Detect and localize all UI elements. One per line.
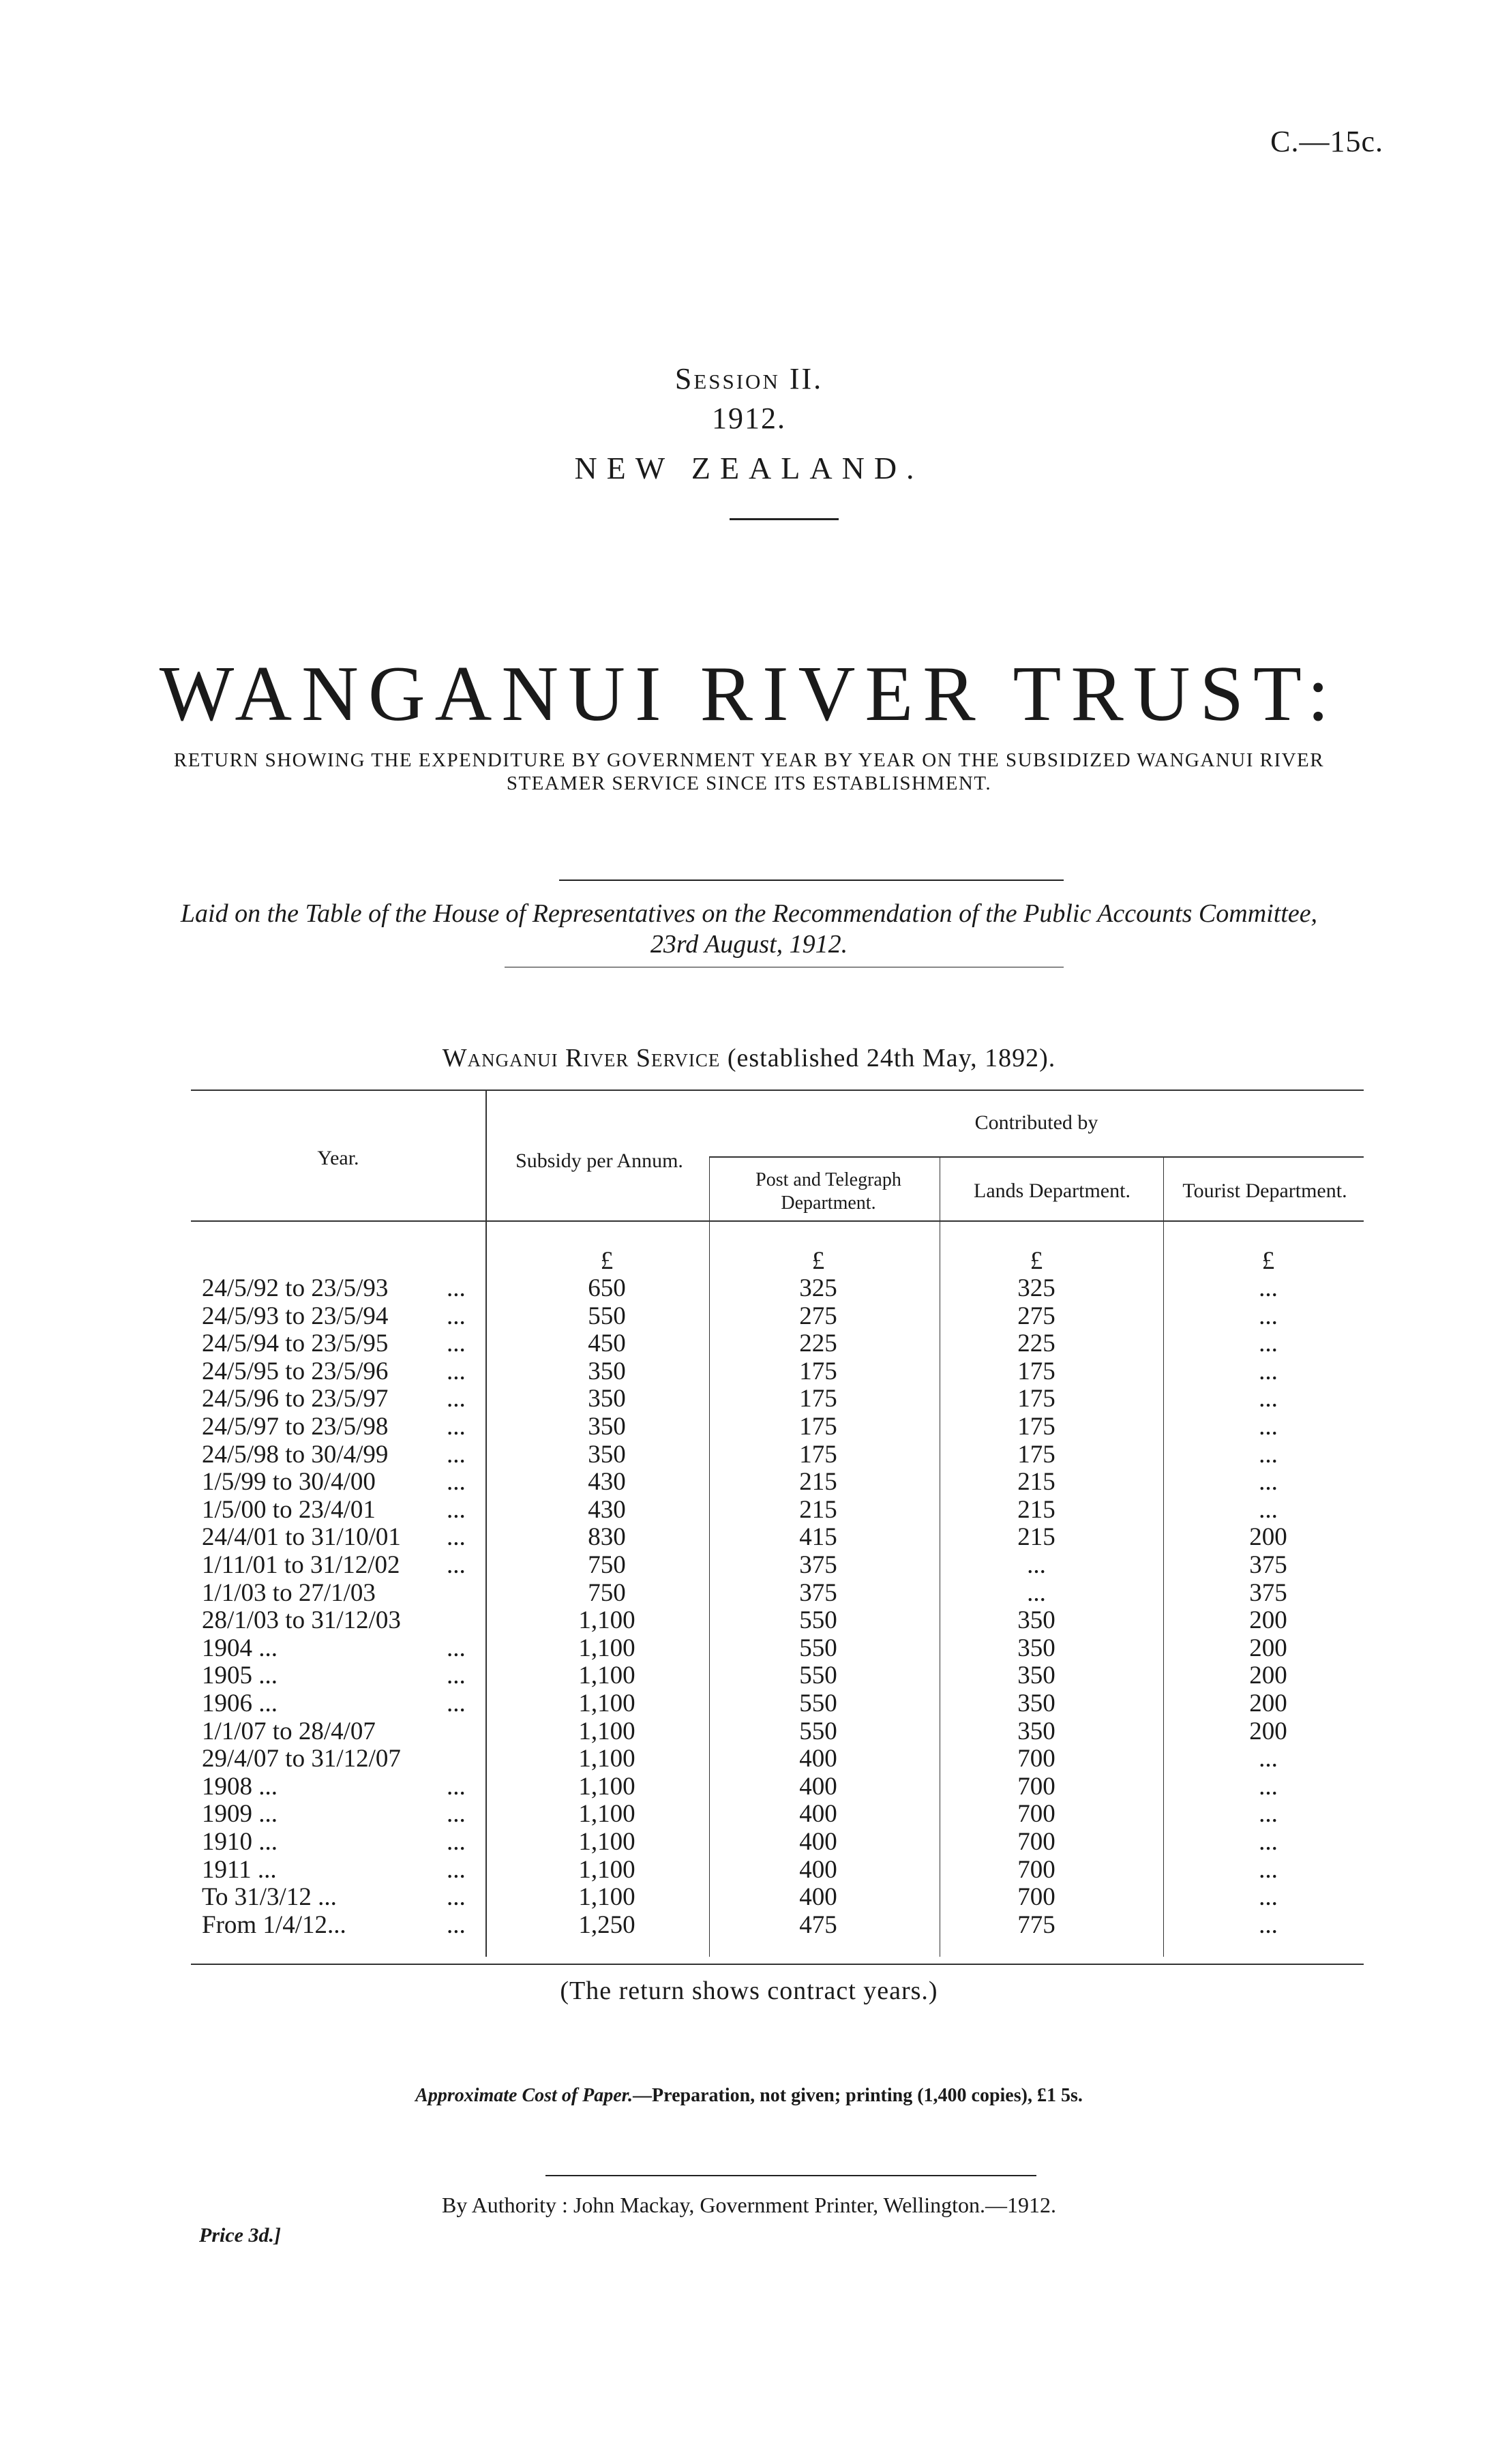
row-post-telegraph: 475: [799, 1910, 837, 1939]
contract-note: (The return shows contract years.): [560, 1977, 938, 2005]
table-row: [0, 1801, 1498, 1828]
row-post-telegraph: 175: [799, 1413, 837, 1441]
row-post-telegraph: 550: [799, 1717, 837, 1745]
table-row: [0, 1303, 1498, 1330]
row-tourist: ...: [1259, 1302, 1278, 1330]
row-subsidy: 350: [588, 1357, 626, 1385]
row-tourist: ...: [1259, 1329, 1278, 1358]
row-post-telegraph: 175: [799, 1357, 837, 1385]
row-subsidy: 350: [588, 1440, 626, 1469]
row-tourist: 375: [1249, 1578, 1287, 1607]
row-post-telegraph: 550: [799, 1606, 837, 1635]
row-lands: 225: [1017, 1329, 1055, 1358]
row-tourist: ...: [1259, 1910, 1278, 1939]
row-leader-dots: ...: [447, 1689, 466, 1717]
table-row: [0, 1718, 1498, 1745]
laid-on-table-note: Laid on the Table of the House of Representatives on the Recommendation of the Public Accounts Committee, 23rd August, 1912.: [180, 899, 1318, 959]
header-year: Year.: [317, 1147, 359, 1169]
header-divider: [730, 518, 839, 520]
row-year: 29/4/07 to 31/12/07: [202, 1745, 401, 1773]
table-row: [0, 1497, 1498, 1524]
row-subsidy: 1,250: [578, 1910, 635, 1939]
row-post-telegraph: 550: [799, 1689, 837, 1717]
row-lands: 350: [1017, 1717, 1055, 1745]
row-post-telegraph: 550: [799, 1662, 837, 1690]
row-post-telegraph: 400: [799, 1772, 837, 1801]
row-post-telegraph: 275: [799, 1302, 837, 1330]
row-year: 1/5/99 to 30/4/00: [202, 1468, 376, 1497]
row-leader-dots: ...: [447, 1551, 466, 1579]
row-tourist: ...: [1259, 1468, 1278, 1497]
row-year: 24/5/93 to 23/5/94: [202, 1302, 389, 1330]
row-post-telegraph: 375: [799, 1578, 837, 1607]
row-lands: 775: [1017, 1910, 1055, 1939]
row-post-telegraph: 400: [799, 1745, 837, 1773]
row-lands: 700: [1017, 1745, 1055, 1773]
row-lands: 215: [1017, 1468, 1055, 1497]
header-contributed-by: Contributed by: [974, 1111, 1098, 1134]
row-subsidy: 830: [588, 1523, 626, 1552]
session-year: 1912.: [712, 402, 786, 435]
row-leader-dots: ...: [447, 1800, 466, 1829]
row-lands: ...: [1027, 1578, 1046, 1607]
table-top-rule: [191, 1090, 1364, 1091]
table-bottom-rule: [191, 1964, 1364, 1965]
row-post-telegraph: 175: [799, 1385, 837, 1413]
row-year: 28/1/03 to 31/12/03: [202, 1606, 401, 1635]
header-subsidy: Subsidy per Annum.: [515, 1150, 683, 1172]
table-row: [0, 1385, 1498, 1413]
row-year: 1/5/00 to 23/4/01: [202, 1495, 376, 1524]
unit-subsidy: £: [600, 1247, 614, 1275]
row-tourist: 200: [1249, 1662, 1287, 1690]
contributed-rule: [709, 1156, 1364, 1158]
row-leader-dots: ...: [447, 1855, 466, 1884]
header-bottom-rule: [191, 1220, 1364, 1222]
row-subsidy: 1,100: [578, 1717, 635, 1745]
row-post-telegraph: 375: [799, 1551, 837, 1579]
row-subsidy: 1,100: [578, 1745, 635, 1773]
row-leader-dots: ...: [447, 1910, 466, 1939]
row-post-telegraph: 400: [799, 1883, 837, 1912]
row-subsidy: 430: [588, 1468, 626, 1497]
row-tourist: ...: [1259, 1800, 1278, 1829]
row-lands: 700: [1017, 1772, 1055, 1801]
row-year: 1/1/03 to 27/1/03: [202, 1578, 376, 1607]
row-post-telegraph: 550: [799, 1634, 837, 1662]
row-lands: 350: [1017, 1662, 1055, 1690]
row-subsidy: 350: [588, 1385, 626, 1413]
unit-post: £: [811, 1247, 825, 1275]
table-row: [0, 1884, 1498, 1911]
row-tourist: ...: [1259, 1883, 1278, 1912]
row-year: 24/5/97 to 23/5/98: [202, 1413, 389, 1441]
row-leader-dots: ...: [447, 1440, 466, 1469]
row-year: 1909 ...: [202, 1800, 278, 1829]
row-tourist: ...: [1259, 1440, 1278, 1469]
title-divider: [559, 880, 1064, 881]
unit-tourist: £: [1261, 1247, 1275, 1275]
row-lands: ...: [1027, 1551, 1046, 1579]
row-post-telegraph: 215: [799, 1468, 837, 1497]
row-subsidy: 750: [588, 1578, 626, 1607]
table-row: [0, 1857, 1498, 1884]
row-post-telegraph: 225: [799, 1329, 837, 1358]
table-row: [0, 1912, 1498, 1939]
country-label: NEW ZEALAND.: [574, 451, 924, 485]
service-heading: [0, 1043, 1498, 1073]
row-subsidy: 1,100: [578, 1634, 635, 1662]
row-year: To 31/3/12 ...: [202, 1883, 337, 1912]
units-row: [0, 1248, 1498, 1275]
table-row: [0, 1829, 1498, 1856]
row-leader-dots: ...: [447, 1495, 466, 1524]
row-subsidy: 550: [588, 1302, 626, 1330]
row-leader-dots: ...: [447, 1883, 466, 1912]
row-tourist: ...: [1259, 1495, 1278, 1524]
header-tourist: Tourist Department.: [1182, 1180, 1347, 1202]
row-leader-dots: ...: [447, 1302, 466, 1330]
footer-divider: [545, 2175, 1036, 2176]
table-row: [0, 1441, 1498, 1469]
table-row: [0, 1413, 1498, 1441]
row-subsidy: 430: [588, 1495, 626, 1524]
row-year: 24/5/96 to 23/5/97: [202, 1385, 389, 1413]
row-year: 1/1/07 to 28/4/07: [202, 1717, 376, 1745]
row-lands: 215: [1017, 1495, 1055, 1524]
row-post-telegraph: 400: [799, 1828, 837, 1856]
row-leader-dots: ...: [447, 1828, 466, 1856]
row-subsidy: 450: [588, 1329, 626, 1358]
price-label: Price 3d.]: [199, 2224, 281, 2247]
row-year: 24/5/98 to 30/4/99: [202, 1440, 389, 1469]
row-post-telegraph: 400: [799, 1855, 837, 1884]
row-lands: 175: [1017, 1413, 1055, 1441]
table-row: [0, 1358, 1498, 1385]
row-leader-dots: ...: [447, 1523, 466, 1552]
row-post-telegraph: 415: [799, 1523, 837, 1552]
row-tourist: 200: [1249, 1523, 1287, 1552]
row-subsidy: 750: [588, 1551, 626, 1579]
service-name: Wanganui River Service: [442, 1044, 721, 1072]
row-post-telegraph: 325: [799, 1274, 837, 1302]
row-lands: 350: [1017, 1606, 1055, 1635]
row-year: 24/5/95 to 23/5/96: [202, 1357, 389, 1385]
cost-text: —Preparation, not given; printing (1,400 copies), £1 5s.: [633, 2085, 1083, 2106]
row-subsidy: 1,100: [578, 1772, 635, 1801]
row-leader-dots: ...: [447, 1772, 466, 1801]
row-tourist: ...: [1259, 1274, 1278, 1302]
row-tourist: ...: [1259, 1385, 1278, 1413]
table-row: [0, 1330, 1498, 1357]
unit-lands: £: [1030, 1247, 1043, 1275]
row-tourist: ...: [1259, 1357, 1278, 1385]
document-title: WANGANUI RIVER TRUST:: [159, 650, 1339, 738]
row-subsidy: 1,100: [578, 1883, 635, 1912]
table-row: [0, 1552, 1498, 1579]
row-subsidy: 1,100: [578, 1689, 635, 1717]
row-tourist: 200: [1249, 1634, 1287, 1662]
table-row: [0, 1690, 1498, 1717]
row-leader-dots: ...: [447, 1413, 466, 1441]
row-lands: 700: [1017, 1828, 1055, 1856]
row-year: 1908 ...: [202, 1772, 278, 1801]
session-label: Session II.: [674, 362, 824, 395]
row-subsidy: 1,100: [578, 1662, 635, 1690]
table-row: [0, 1745, 1498, 1773]
row-subsidy: 650: [588, 1274, 626, 1302]
row-year: 1904 ...: [202, 1634, 278, 1662]
row-year: From 1/4/12...: [202, 1910, 346, 1939]
row-year: 24/5/94 to 23/5/95: [202, 1329, 389, 1358]
row-subsidy: 350: [588, 1413, 626, 1441]
row-lands: 325: [1017, 1274, 1055, 1302]
row-subsidy: 1,100: [578, 1606, 635, 1635]
row-lands: 700: [1017, 1883, 1055, 1912]
row-post-telegraph: 175: [799, 1440, 837, 1469]
row-lands: 350: [1017, 1689, 1055, 1717]
row-tourist: ...: [1259, 1413, 1278, 1441]
header-lands: Lands Department.: [974, 1180, 1130, 1202]
row-post-telegraph: 400: [799, 1800, 837, 1829]
table-row: [0, 1524, 1498, 1551]
service-established: (established 24th May, 1892).: [727, 1044, 1056, 1072]
table-row: [0, 1773, 1498, 1801]
cost-line: [0, 2085, 1498, 2107]
header-post: Post and Telegraph Department.: [755, 1169, 901, 1214]
table-row: [0, 1635, 1498, 1662]
row-leader-dots: ...: [447, 1634, 466, 1662]
row-leader-dots: ...: [447, 1468, 466, 1497]
row-year: 24/5/92 to 23/5/93: [202, 1274, 389, 1302]
table-row: [0, 1580, 1498, 1607]
row-tourist: ...: [1259, 1855, 1278, 1884]
table-row: [0, 1607, 1498, 1634]
row-lands: 175: [1017, 1385, 1055, 1413]
authority-line: By Authority : John Mackay, Government Printer, Wellington.—1912.: [442, 2193, 1056, 2217]
row-tourist: ...: [1259, 1745, 1278, 1773]
row-tourist: 200: [1249, 1717, 1287, 1745]
row-tourist: 200: [1249, 1606, 1287, 1635]
row-year: 24/4/01 to 31/10/01: [202, 1523, 401, 1552]
row-subsidy: 1,100: [578, 1855, 635, 1884]
row-tourist: ...: [1259, 1772, 1278, 1801]
row-lands: 350: [1017, 1634, 1055, 1662]
row-post-telegraph: 215: [799, 1495, 837, 1524]
row-subsidy: 1,100: [578, 1828, 635, 1856]
row-subsidy: 1,100: [578, 1800, 635, 1829]
table-row: [0, 1469, 1498, 1496]
document-reference: C.—15c.: [1270, 125, 1383, 158]
row-lands: 700: [1017, 1800, 1055, 1829]
row-year: 1905 ...: [202, 1662, 278, 1690]
row-lands: 175: [1017, 1440, 1055, 1469]
row-year: 1911 ...: [202, 1855, 277, 1884]
document-subtitle: RETURN SHOWING THE EXPENDITURE BY GOVERNMENT YEAR BY YEAR ON THE SUBSIDIZED WANGANUI RIVER STEAMER SERVICE SINCE ITS ESTABLISHMENT.: [173, 749, 1325, 794]
row-lands: 175: [1017, 1357, 1055, 1385]
row-tourist: ...: [1259, 1828, 1278, 1856]
table-row: [0, 1275, 1498, 1302]
row-leader-dots: ...: [447, 1662, 466, 1690]
row-leader-dots: ...: [447, 1329, 466, 1358]
row-lands: 215: [1017, 1523, 1055, 1552]
row-leader-dots: ...: [447, 1274, 466, 1302]
row-year: 1906 ...: [202, 1689, 278, 1717]
row-lands: 700: [1017, 1855, 1055, 1884]
row-lands: 275: [1017, 1302, 1055, 1330]
table-row: [0, 1662, 1498, 1689]
row-year: 1/11/01 to 31/12/02: [202, 1551, 400, 1579]
row-leader-dots: ...: [447, 1357, 466, 1385]
row-year: 1910 ...: [202, 1828, 278, 1856]
row-tourist: 200: [1249, 1689, 1287, 1717]
cost-label: Approximate Cost of Paper.: [415, 2085, 633, 2106]
row-tourist: 375: [1249, 1551, 1287, 1579]
row-leader-dots: ...: [447, 1385, 466, 1413]
